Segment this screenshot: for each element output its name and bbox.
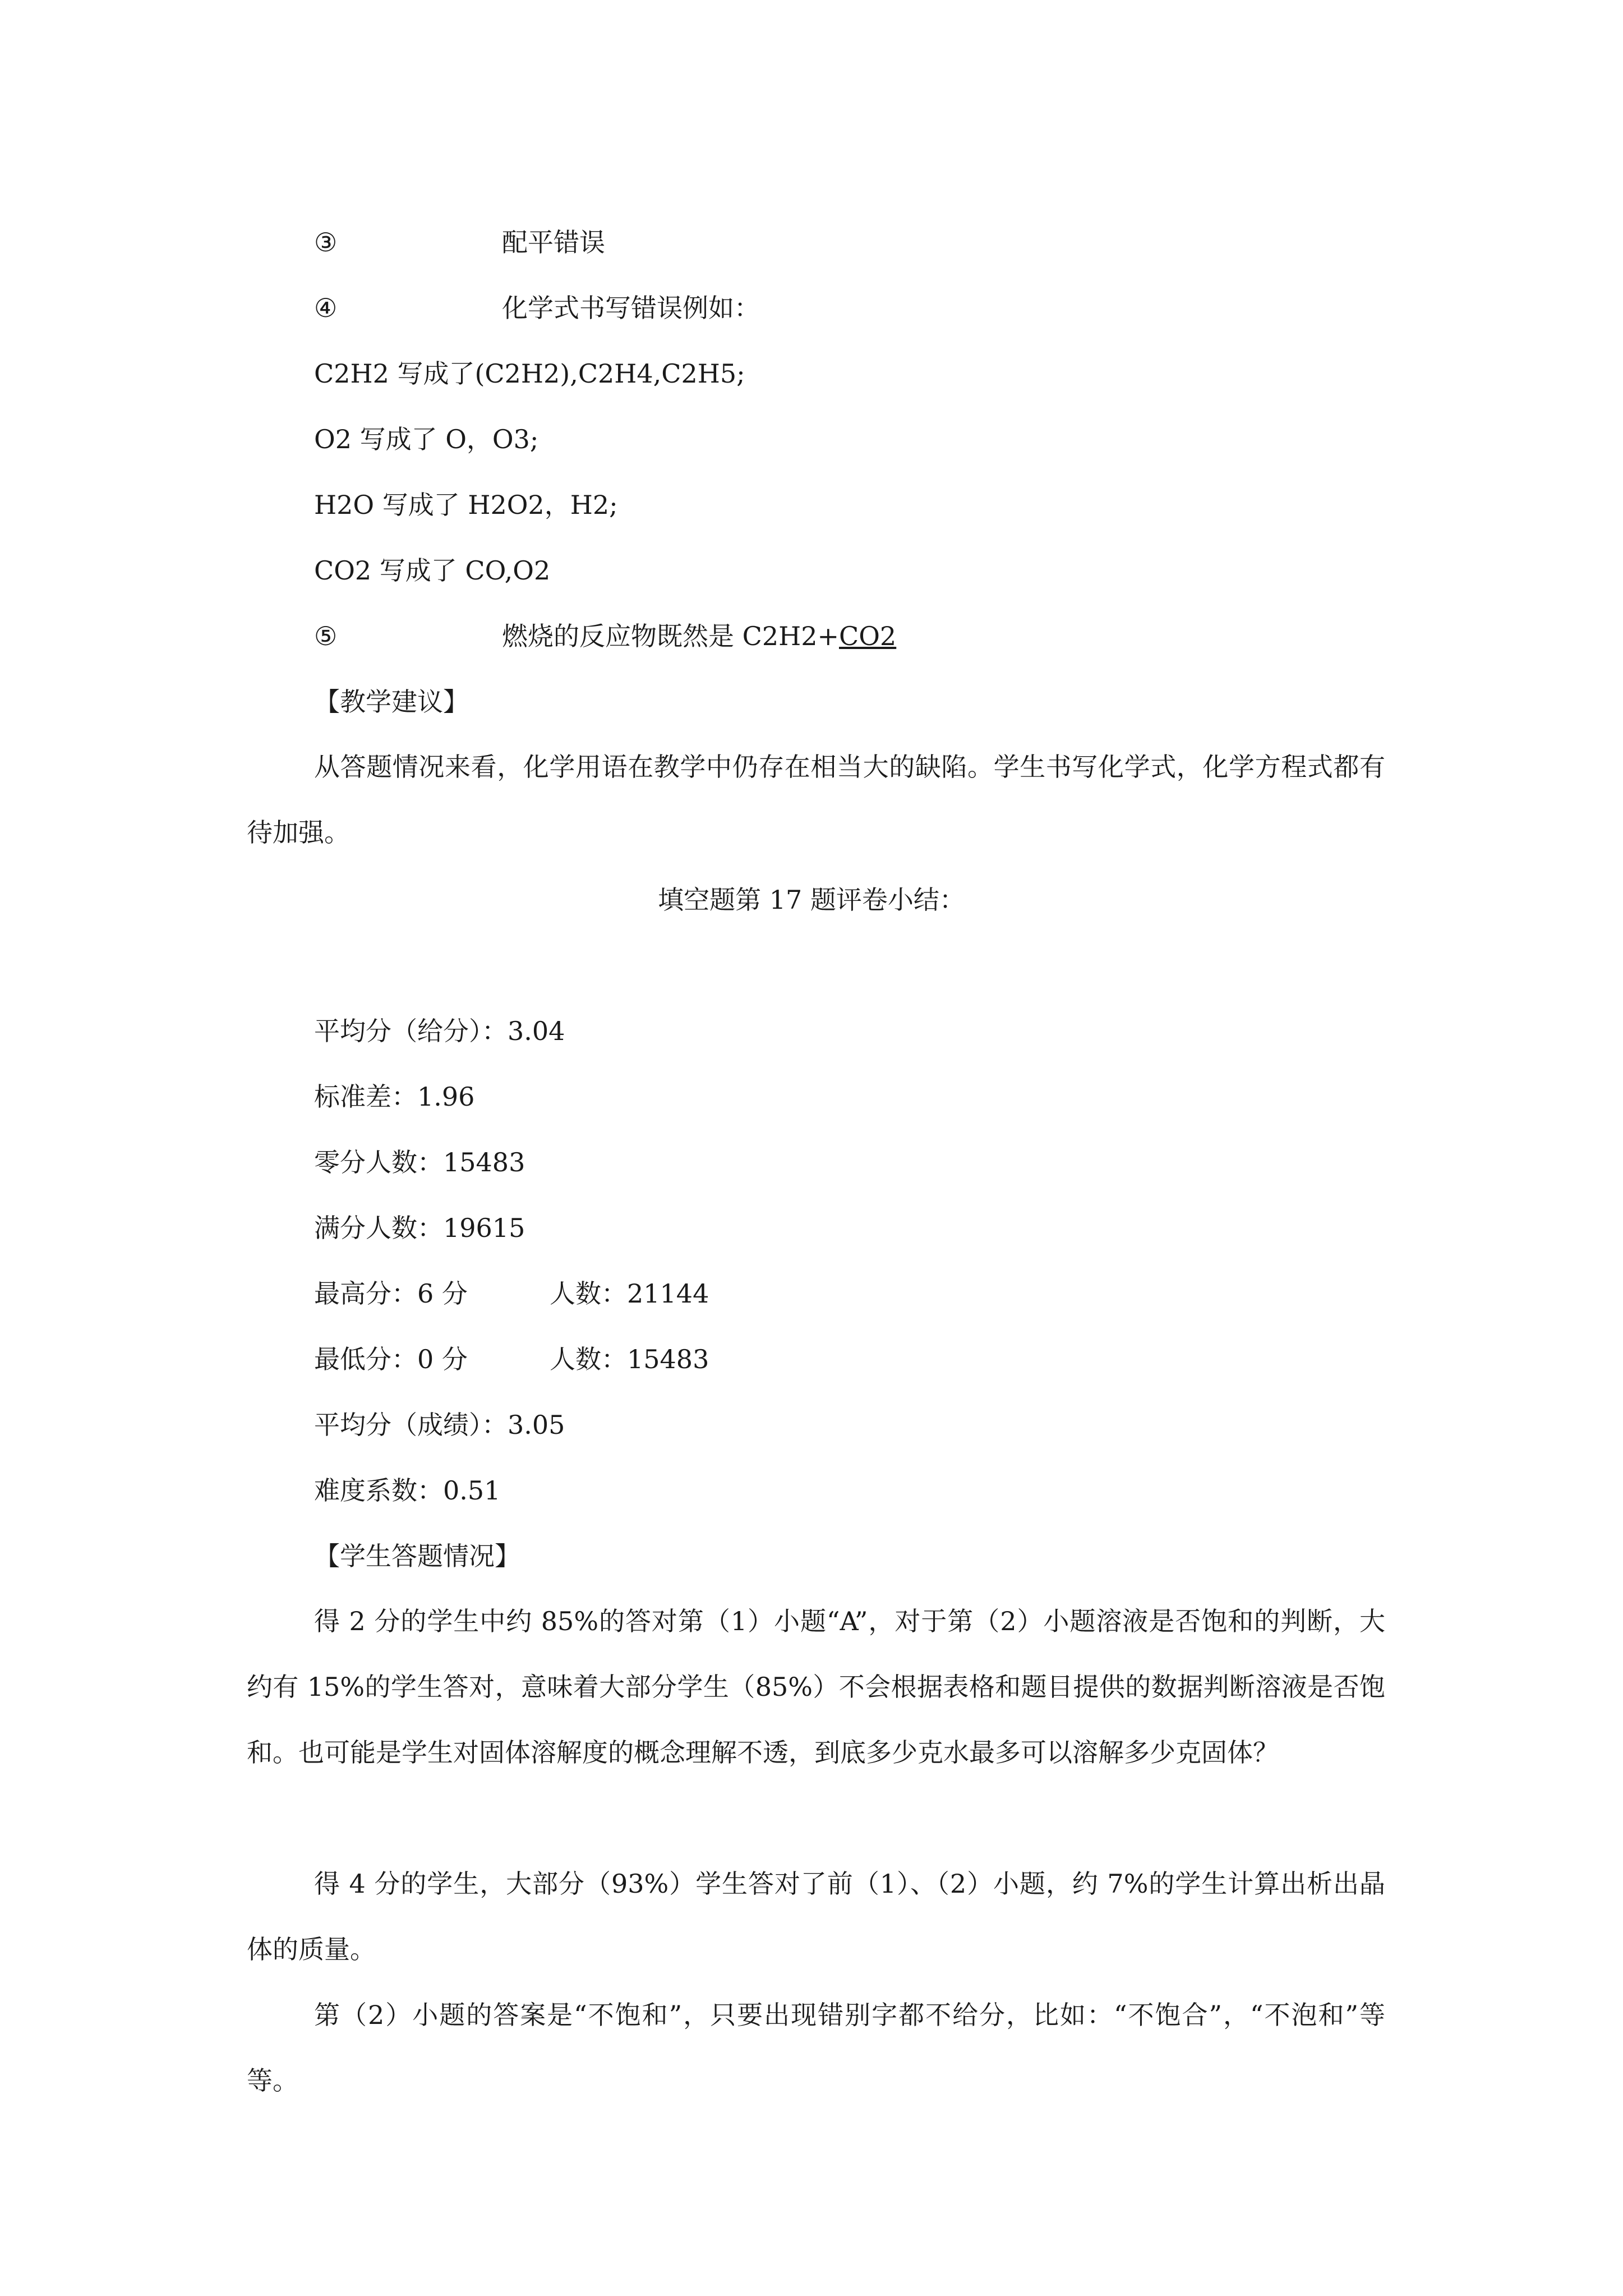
student-paragraph-3: 第（2）小题的答案是“不饱和”，只要出现错别字都不给分，比如：“不饱合”，“不泡和”等等。 <box>247 2000 1385 2096</box>
list-item-formula-error: 化学式书写错误例如： <box>502 293 760 323</box>
list-marker-5: ⑤ <box>314 621 338 651</box>
stat-full-count: 满分人数：19615 <box>314 1213 525 1243</box>
stat-max-score: 最高分：6 分 <box>314 1278 468 1309</box>
example-line: H2O 写成了 H2O2，H2; <box>314 490 618 520</box>
list-marker-4: ④ <box>314 293 338 323</box>
list-item-balance-error: 配平错误 <box>502 227 605 257</box>
example-line: CO2 写成了 CO,O2 <box>314 555 551 586</box>
student-paragraph-1: 得 2 分的学生中约 85%的答对第（1）小题“A”，对于第（2）小题溶液是否饱和的判断，大约有 15%的学生答对，意味着大部分学生（85%）不会根据表格和题目提供的数据判断溶液是否饱和。也可能是学生对固体溶解度的概念理解不透，到底多少克水最多可以溶解多少克固体？ <box>247 1606 1385 1768</box>
combustion-text: 燃烧的反应物既然是 C2H2+ <box>502 621 840 651</box>
summary-title: 填空题第 17 题评卷小结： <box>658 885 965 915</box>
stat-avg-score: 平均分（成绩）：3.05 <box>314 1410 565 1440</box>
stat-min-score: 最低分：0 分 <box>314 1344 468 1374</box>
stat-min-people: 人数：15483 <box>550 1344 709 1374</box>
example-line: C2H2 写成了(C2H2),C2H4,C2H5; <box>314 358 745 389</box>
list-item-combustion <box>502 619 896 653</box>
teaching-heading: 【教学建议】 <box>314 687 469 717</box>
stat-difficulty: 难度系数：0.51 <box>314 1475 501 1506</box>
stat-zero-count: 零分人数：15483 <box>314 1147 525 1177</box>
teaching-paragraph: 从答题情况来看，化学用语在教学中仍存在相当大的缺陷。学生书写化学式，化学方程式都有待加强。 <box>247 752 1385 848</box>
stat-std: 标准差：1.96 <box>314 1082 475 1112</box>
underlined-co2: CO2 <box>839 621 897 651</box>
student-paragraph-2: 得 4 分的学生，大部分（93%）学生答对了前（1）、（2）小题，约 7%的学生计算出析出晶体的质量。 <box>247 1869 1385 1964</box>
list-marker-3: ③ <box>314 227 338 257</box>
stat-avg-given: 平均分（给分）：3.04 <box>314 1016 565 1046</box>
example-line: O2 写成了 O，O3; <box>314 424 539 454</box>
stat-max-people: 人数：21144 <box>550 1278 709 1309</box>
student-heading: 【学生答题情况】 <box>314 1541 520 1571</box>
